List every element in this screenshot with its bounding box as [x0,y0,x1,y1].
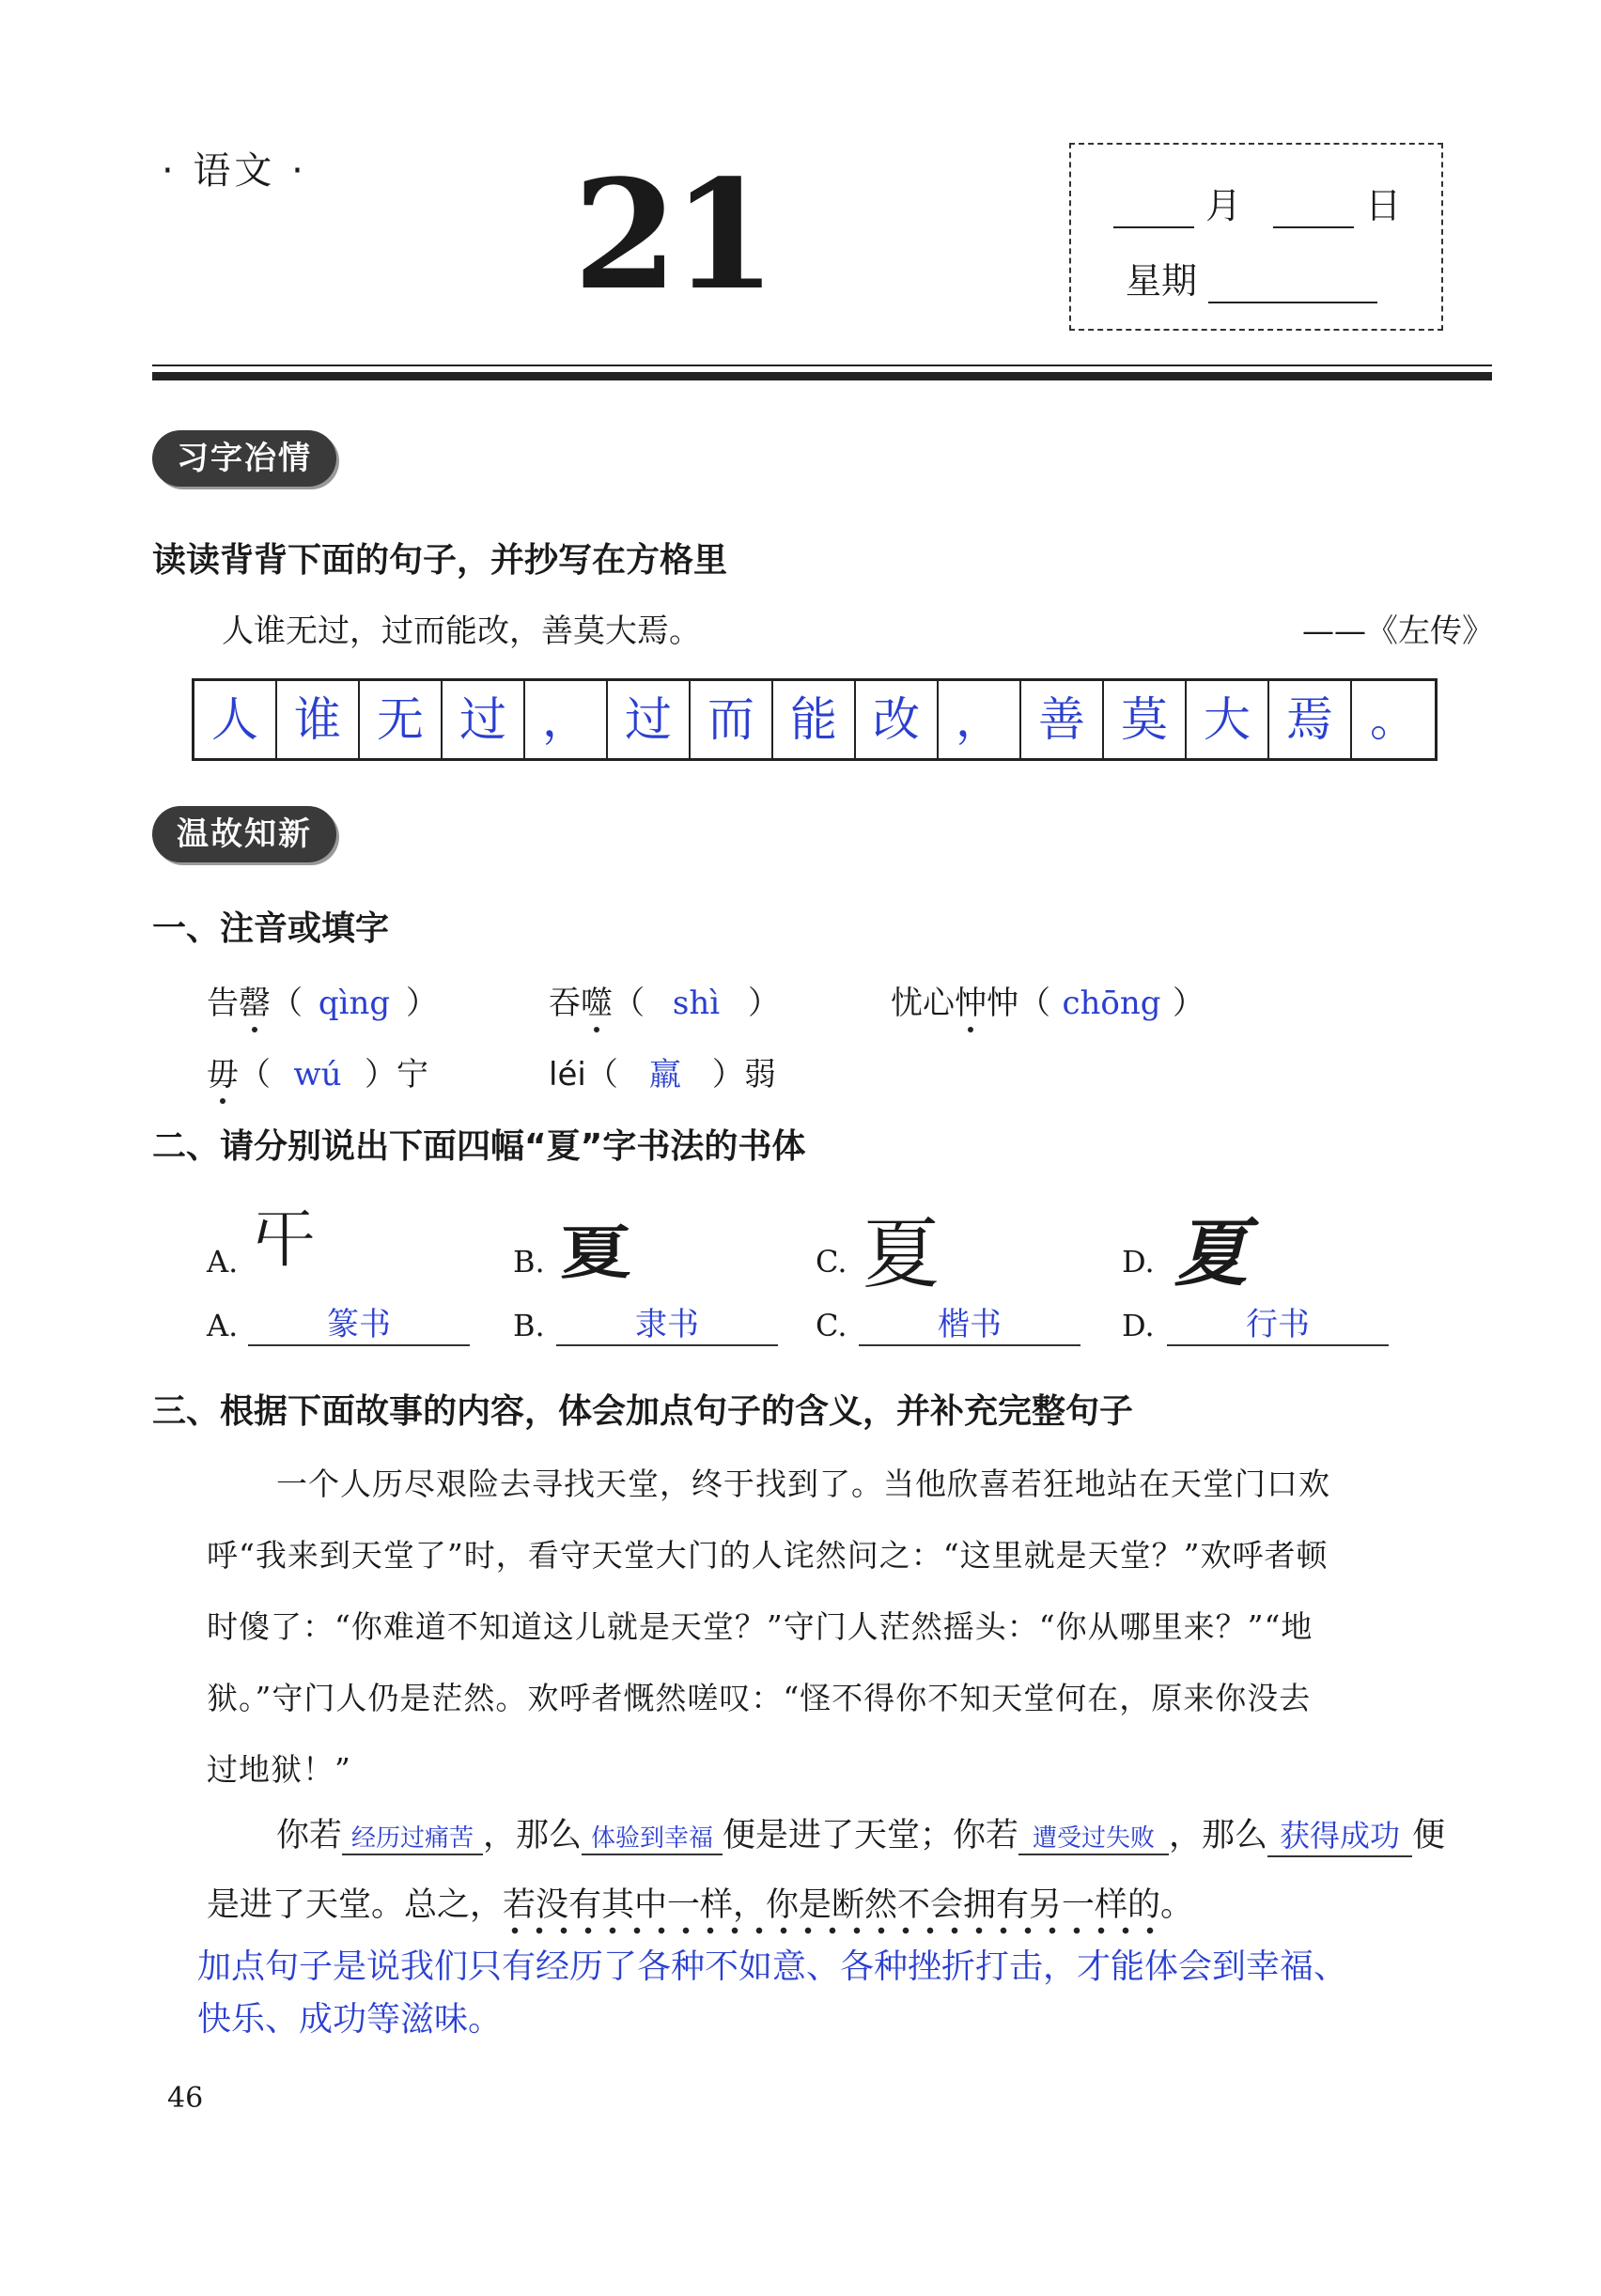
fill-answer[interactable]: 体验到幸福 [582,1819,723,1855]
q1-item-text: 弱 [743,1056,776,1094]
answer-seal-script[interactable]: 篆书 [248,1298,470,1346]
calligraphy-regular-glyph: 夏 [863,1210,940,1299]
story-line: 时傻了：“你难道不知道这儿就是天堂？”守门人茫然摇头：“你从哪里来？”“地 [207,1608,1313,1645]
q1-answer[interactable]: 羸 [648,1056,681,1094]
q1-paren: ） [711,1056,744,1094]
section1-instruction: 读读背背下面的句子，并抄写在方格里 [152,541,728,580]
q1-item [207,1048,428,1094]
q1-item-text: 告 [207,985,239,1022]
q1-paren: （ [1018,985,1050,1022]
fill-text: 便 [1412,1817,1446,1854]
q1-answer[interactable]: qìng [318,985,391,1022]
grid-cell[interactable]: 过 [443,681,525,758]
fill-answer[interactable]: 经历过痛苦 [342,1819,483,1855]
calligraphy-row [207,1193,1428,1299]
fill-text: ，那么 [1169,1817,1268,1854]
story-line: 一个人历尽艰险去寻找天堂，终于找到了。当他欣喜若狂地站在天堂门口欢 [276,1466,1330,1502]
answer-regular-script[interactable]: 楷书 [859,1298,1080,1346]
option-label: C. [816,1244,847,1280]
answer-line: 快乐、成功等滋味。 [197,2000,503,2039]
q1-dotted-char: 毋 [207,1048,239,1094]
answer-line: 加点句子是说我们只有经历了各种不如意、各种挫折打击，才能体会到幸福、 [197,1947,1348,1986]
quote-text: 人谁无过，过而能改，善莫大焉。 [222,613,701,650]
q1-pinyin: léi [549,1056,586,1094]
grid-cell[interactable]: 莫 [1104,681,1187,758]
story-line: 过地狱！” [207,1751,351,1788]
fill-sentence-line1 [276,1809,1445,1857]
q3-answer [197,1941,1347,2046]
story-line: 狱。”守门人仍是茫然。欢呼者慨然嗟叹：“怪不得你不知天堂何在，原来你没去 [207,1680,1312,1716]
month-blank[interactable] [1113,226,1194,228]
answer-clerical-script[interactable]: 隶书 [556,1298,778,1346]
section-badge-practice: 习字冶情 [152,430,336,487]
grid-cell[interactable]: 谁 [277,681,360,758]
grid-cell[interactable]: 而 [691,681,773,758]
q1-paren: （ [271,985,303,1022]
calligraphy-clerical-glyph: 夏 [560,1218,631,1286]
option-label: D. [1122,1244,1155,1280]
q1-paren: （ [613,985,645,1022]
grid-cell[interactable]: 过 [608,681,691,758]
copy-grid [192,678,1438,761]
grid-cell[interactable]: 焉 [1269,681,1352,758]
option-label: B. [513,1308,545,1343]
option-label: A. [207,1244,239,1280]
header-divider-thin [152,365,1492,366]
page-number: 46 [167,2082,204,2115]
grid-cell[interactable]: 大 [1187,681,1269,758]
q1-item-text: 吞 [549,985,581,1022]
calligraphy-running-glyph: 夏 [1174,1212,1249,1296]
calligraphy-seal-glyph: 𡕒 [252,1201,318,1278]
fill-answer[interactable]: 遭受过失败 [1018,1819,1169,1855]
option-label: B. [513,1244,545,1280]
grid-cell[interactable]: ， [939,681,1021,758]
q1-dotted-char: 罄 [239,977,271,1023]
q1-item-text: 忧心 [891,985,955,1022]
subject-label: · 语文 · [162,149,307,193]
fill-sentence-line2 [207,1879,1193,1926]
q1-item [549,977,780,1023]
q1-item-text: 宁 [396,1056,428,1094]
q1-paren: ） [406,985,438,1022]
q1-answer[interactable]: chōng [1062,985,1161,1022]
q2-title: 二、请分别说出下面四幅“夏”字书法的书体 [152,1127,806,1166]
fill-text: ，那么 [483,1817,583,1854]
q1-paren: ） [365,1056,396,1094]
q3-title: 三、根据下面故事的内容，体会加点句子的含义，并补充完整句子 [152,1392,1134,1431]
answer-running-script[interactable]: 行书 [1167,1298,1389,1346]
dotted-sentence: 若没有其中一样，你是断然不会拥有另一样的 [503,1886,1160,1935]
q1-paren: ） [1173,985,1205,1022]
grid-cell[interactable]: 改 [856,681,939,758]
quote-source: ——《左传》 [1302,613,1494,650]
header-divider-thick [152,372,1492,380]
fill-answer[interactable]: 获得成功 [1267,1812,1412,1857]
q1-paren: ） [748,985,780,1022]
section-badge-review: 温故知新 [152,806,336,862]
q1-dotted-char: 忡 [955,977,987,1023]
option-label: A. [207,1308,239,1343]
grid-cell[interactable]: 能 [773,681,856,758]
q1-answer[interactable]: wú [293,1056,342,1094]
option-label: D. [1122,1308,1155,1343]
q1-title: 一、注音或填字 [152,909,390,948]
fill-text: 你若 [276,1817,343,1854]
q1-item [891,977,1205,1023]
grid-cell[interactable]: ， [525,681,608,758]
q1-item [207,977,438,1023]
q1-dotted-char: 噬 [581,977,613,1023]
calligraphy-answers [207,1298,1428,1355]
date-weekday [1126,252,1377,303]
grid-cell[interactable]: 善 [1021,681,1104,758]
fill-text: 是进了天堂。总之， [207,1886,504,1924]
month-label: 月 [1205,185,1242,226]
weekday-blank[interactable] [1208,302,1377,303]
q1-item [549,1048,776,1094]
q1-item-text: 忡 [987,985,1018,1022]
weekday-label: 星期 [1126,260,1198,302]
q1-answer[interactable]: shì [672,985,721,1022]
grid-cell[interactable]: 。 [1370,692,1417,747]
fill-text: 便是进了天堂；你若 [723,1817,1019,1854]
fill-text: 。 [1160,1886,1194,1924]
day-blank[interactable] [1273,226,1354,228]
day-label: 日 [1365,185,1402,226]
grid-cell[interactable]: 人 [194,681,277,758]
grid-cell[interactable]: 无 [360,681,443,758]
date-month-day [1113,177,1401,228]
q1-paren: （ [239,1056,271,1094]
lesson-number: 21 [573,147,771,323]
q1-paren: （ [585,1056,618,1094]
option-label: C. [816,1308,847,1343]
story-line: 呼“我来到天堂了”时，看守天堂大门的人诧然问之：“这里就是天堂？”欢呼者顿 [207,1537,1329,1574]
